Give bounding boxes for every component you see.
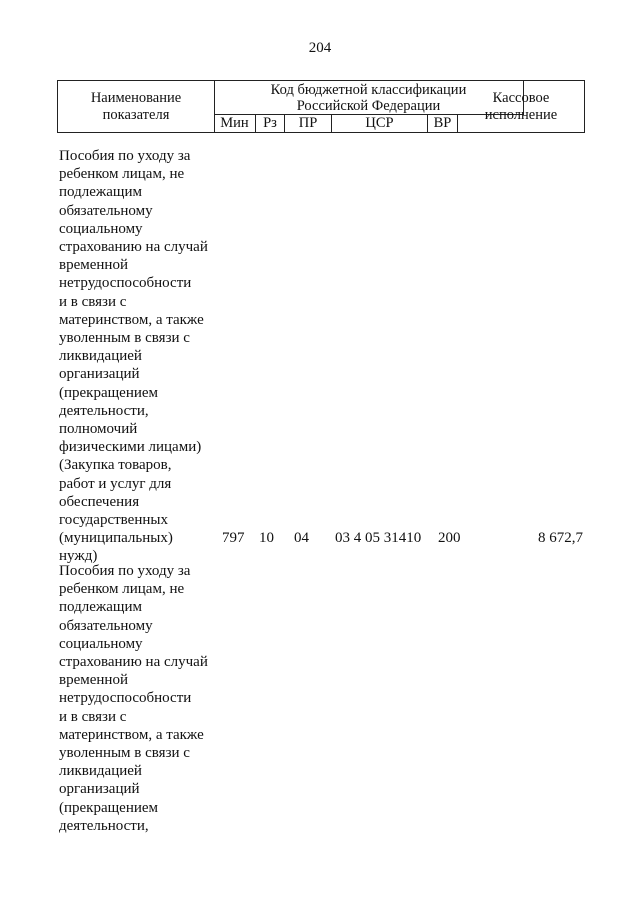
row-1-name: Пособия по уходу за ребенком лицам, не подлежащим обязательному социальному страхованию на случай временной нетрудоспособности и в связи с материнством, а также уволенным в связи с ликвидацией организаций (прекращением деятельности, полномочий физическими лицами) (Закупка товаров, работ и услуг для обеспечения государственных (муниципальных) нужд): [59, 148, 208, 565]
header-rz: Рз: [256, 115, 285, 132]
row-2-name: Пособия по уходу за ребенком лицам, не подлежащим обязательному социальному страхованию на случай временной нетрудоспособности и в связи с материнством, а также уволенным в связи с ликвидацией организаций (прекращением деятельности,: [59, 563, 208, 834]
header-execution: Кассовое исполнение: [484, 89, 558, 123]
row-1-vr: 200: [438, 530, 461, 546]
row-1-csr: 03 4 05 31410: [335, 530, 422, 546]
header-pr: ПР: [285, 115, 332, 132]
header-csr: ЦСР: [332, 115, 428, 132]
header-name-column: Наименование показателя: [58, 81, 215, 132]
header-min: Мин: [214, 115, 256, 132]
row-1-rz: 10: [259, 530, 274, 546]
page-number: 204: [308, 40, 332, 56]
table-header: [57, 80, 585, 133]
row-1-amount: 8 672,7: [538, 530, 583, 546]
row-1-min: 797: [222, 530, 245, 546]
header-code-group: Код бюджетной классификации Российской Федерации: [214, 81, 524, 115]
header-vr: ВР: [428, 115, 458, 132]
row-1-pr: 04: [294, 530, 309, 546]
